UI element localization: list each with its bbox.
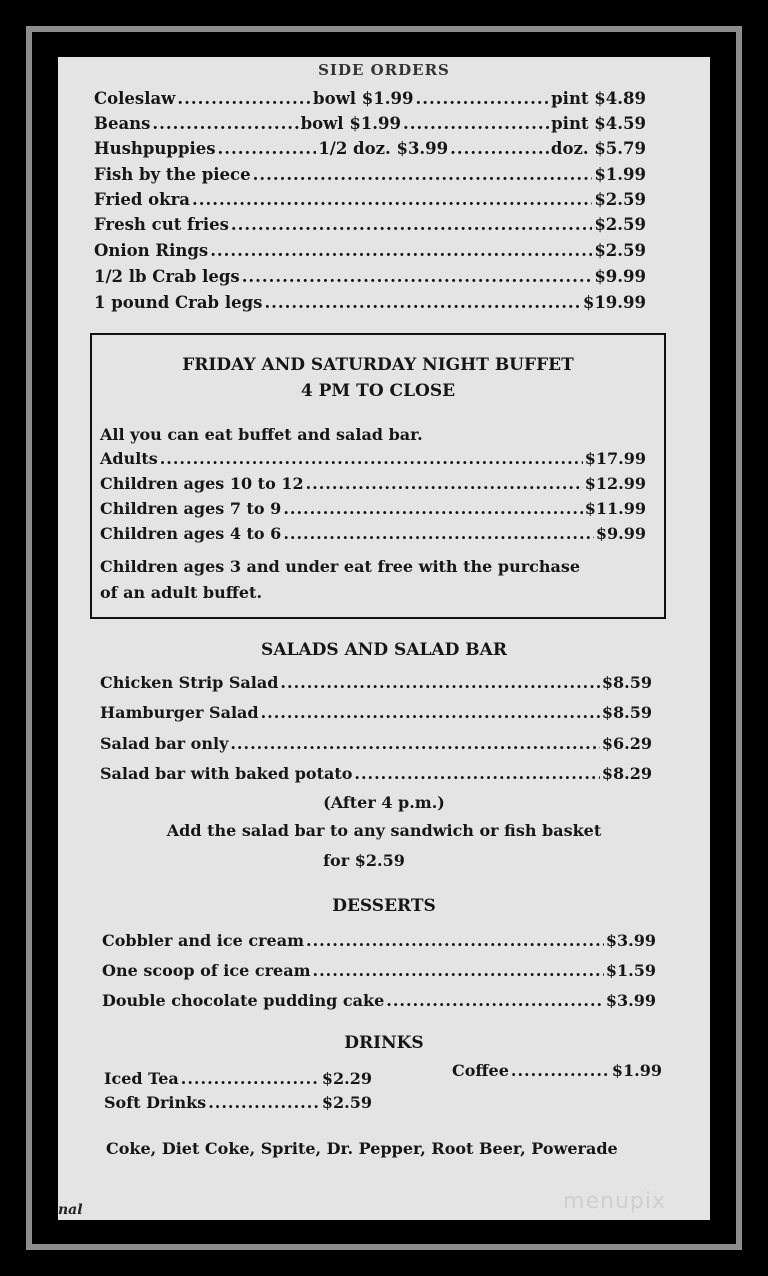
item-price: $17.99 <box>584 449 646 468</box>
item-name: Hamburger Salad <box>100 703 259 722</box>
item-name: Fresh cut fries <box>94 215 229 234</box>
item-name: Children ages 10 to 12 <box>100 474 304 493</box>
buffet-intro: All you can eat buffet and salad bar. <box>100 425 423 444</box>
dessert-item-pudding-cake <box>102 991 656 1010</box>
item-price: $9.99 <box>594 267 646 286</box>
item-name: Iced Tea <box>104 1069 179 1088</box>
salads-title: SALADS AND SALAD BAR <box>261 640 507 660</box>
item-name: Fish by the piece <box>94 165 251 184</box>
item-price: $9.99 <box>595 524 646 543</box>
salad-item-bar-only <box>100 734 652 753</box>
item-price: $19.99 <box>582 293 646 312</box>
salad-after-note: (After 4 p.m.) <box>323 793 445 812</box>
buffet-item-10-12 <box>100 474 646 493</box>
side-item-fish <box>94 165 646 184</box>
side-item-half-crab <box>94 267 646 286</box>
salad-item-hamburger <box>100 703 652 722</box>
dessert-item-cobbler <box>102 931 656 950</box>
item-name: Adults <box>100 449 158 468</box>
side-item-beans <box>94 114 646 133</box>
item-price: $1.59 <box>605 961 656 980</box>
item-price: $2.59 <box>594 190 646 209</box>
item-mid-price: bowl $1.99 <box>313 89 414 108</box>
item-price: $12.99 <box>584 474 646 493</box>
salad-addon-line1: Add the salad bar to any sandwich or fish basket <box>166 821 602 840</box>
salad-item-chicken <box>100 673 652 692</box>
drinks-title: DRINKS <box>344 1033 424 1053</box>
item-name: Children ages 7 to 9 <box>100 499 282 518</box>
item-price: $2.59 <box>594 241 646 260</box>
item-price: $8.29 <box>601 764 652 783</box>
item-price: $1.99 <box>611 1061 662 1080</box>
item-name: Beans <box>94 114 151 133</box>
item-price: $3.99 <box>605 991 656 1010</box>
watermark: menupix <box>563 1189 666 1214</box>
item-name: Soft Drinks <box>104 1093 207 1112</box>
drink-brands: Coke, Diet Coke, Sprite, Dr. Pepper, Root Beer, Powerade <box>106 1139 618 1158</box>
side-item-fries <box>94 215 646 234</box>
buffet-hours: 4 PM TO CLOSE <box>300 381 456 401</box>
buffet-item-adults <box>100 449 646 468</box>
item-mid-price: bowl $1.99 <box>300 114 401 133</box>
item-name: Coffee <box>452 1061 509 1080</box>
side-item-okra <box>94 190 646 209</box>
item-name: Onion Rings <box>94 241 209 260</box>
item-price: $3.99 <box>605 931 656 950</box>
item-price: $2.29 <box>321 1069 372 1088</box>
buffet-note-line1: Children ages 3 and under eat free with the purchase <box>100 557 581 576</box>
buffet-item-4-6 <box>100 524 646 543</box>
side-orders-title: SIDE ORDERS <box>318 61 450 79</box>
item-name: One scoop of ice cream <box>102 961 311 980</box>
corner-fragment-text: nal <box>58 1202 83 1218</box>
item-price: $2.59 <box>594 215 646 234</box>
item-name: Children ages 4 to 6 <box>100 524 282 543</box>
item-name: 1/2 lb Crab legs <box>94 267 240 286</box>
side-item-coleslaw <box>94 89 646 108</box>
side-item-hushpuppies <box>94 139 646 158</box>
item-price: $11.99 <box>584 499 646 518</box>
item-mid-price: 1/2 doz. $3.99 <box>318 139 449 158</box>
side-item-pound-crab <box>94 293 646 312</box>
item-price: $6.29 <box>601 734 652 753</box>
item-price: $1.99 <box>594 165 646 184</box>
item-name: 1 pound Crab legs <box>94 293 263 312</box>
item-name: Fried okra <box>94 190 190 209</box>
buffet-item-7-9 <box>100 499 646 518</box>
item-price: doz. $5.79 <box>550 139 646 158</box>
item-name: Salad bar with baked potato <box>100 764 353 783</box>
buffet-note-line2: of an adult buffet. <box>100 583 263 602</box>
item-name: Salad bar only <box>100 734 229 753</box>
drink-item-iced-tea <box>104 1069 372 1088</box>
item-price: $8.59 <box>601 673 652 692</box>
item-price: $2.59 <box>321 1093 372 1112</box>
drink-item-coffee <box>452 1061 662 1080</box>
dessert-item-scoop <box>102 961 656 980</box>
item-name: Double chocolate pudding cake <box>102 991 385 1010</box>
buffet-box <box>90 333 666 619</box>
salad-addon-line2: for $2.59 <box>323 851 405 870</box>
drink-item-soft-drinks <box>104 1093 372 1112</box>
salad-item-bar-potato <box>100 764 652 783</box>
item-name: Cobbler and ice cream <box>102 931 305 950</box>
menu-page <box>58 57 710 1220</box>
item-price: $8.59 <box>601 703 652 722</box>
buffet-title: FRIDAY AND SATURDAY NIGHT BUFFET <box>182 355 574 375</box>
side-item-onion-rings <box>94 241 646 260</box>
item-name: Chicken Strip Salad <box>100 673 279 692</box>
item-name: Hushpuppies <box>94 139 216 158</box>
desserts-title: DESSERTS <box>332 896 436 916</box>
item-price: pint $4.59 <box>551 114 646 133</box>
item-name: Coleslaw <box>94 89 176 108</box>
item-price: pint $4.89 <box>551 89 646 108</box>
